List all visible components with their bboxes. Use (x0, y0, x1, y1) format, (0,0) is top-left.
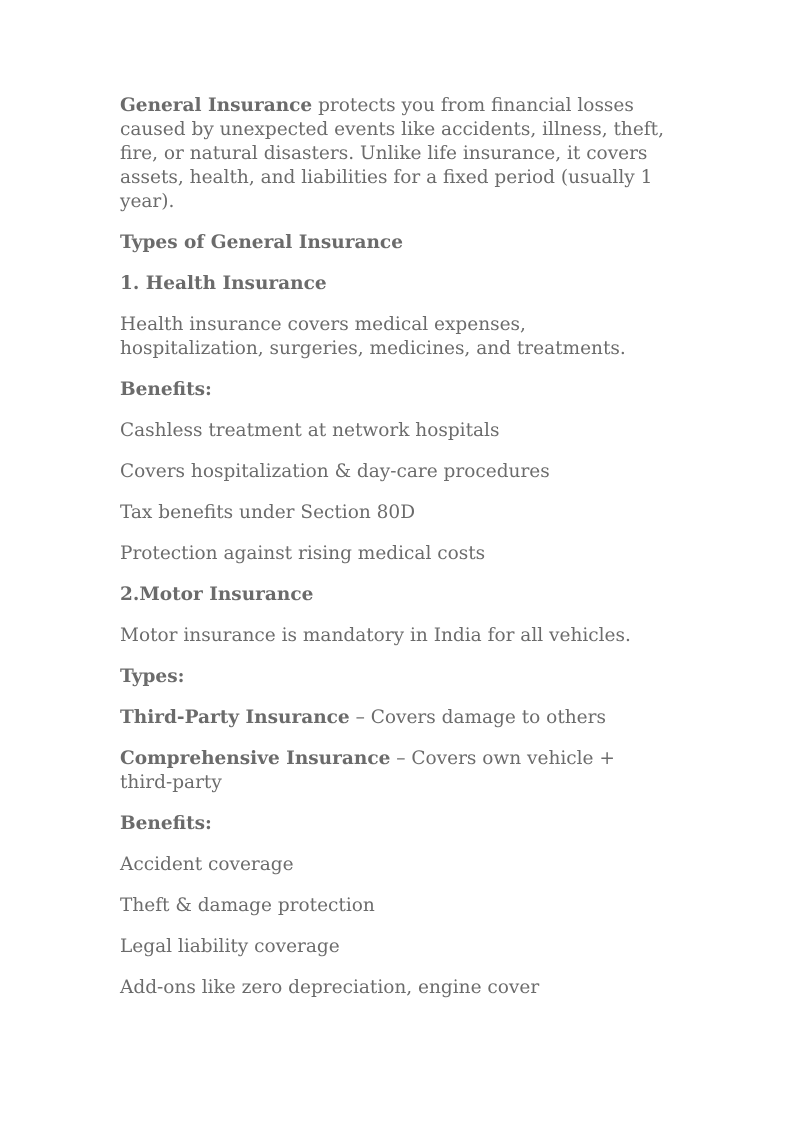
health-benefit-item: Tax benefits under Section 80D (120, 502, 416, 523)
motor-benefits-label: Benefits: (120, 813, 212, 834)
health-description: Health insurance covers medical expenses, hospitalization, surgeries, medicines, and treatments. (120, 314, 626, 359)
types-heading: Types of General Insurance (120, 232, 403, 253)
motor-benefit-item: Legal liability coverage (120, 936, 340, 957)
motor-benefit-item: Accident coverage (120, 854, 294, 875)
motor-heading: 2.Motor Insurance (120, 584, 314, 605)
motor-benefit-item: Add-ons like zero depreciation, engine cover (120, 977, 540, 998)
motor-description: Motor insurance is mandatory in India for all vehicles. (120, 625, 631, 646)
intro-lead-bold: General Insurance (120, 95, 313, 116)
motor-type-item (120, 747, 668, 795)
health-benefits-label: Benefits: (120, 379, 212, 400)
motor-type-name: Comprehensive Insurance (120, 748, 391, 769)
health-benefit-item: Covers hospitalization & day-care procedures (120, 461, 550, 482)
motor-type-detail: – Covers own vehicle + third-party (120, 748, 615, 793)
health-benefit-item: Protection against rising medical costs (120, 543, 486, 564)
motor-type-item (120, 706, 668, 730)
document-body (120, 94, 668, 1017)
intro-text: protects you from financial losses caused by unexpected events like accidents, illness, theft, fire, or natural disasters. Unlike life insurance, it covers assets, health, and liabilities for a fixed period (usually 1 year). (120, 95, 664, 212)
motor-type-name: Third-Party Insurance (120, 707, 350, 728)
motor-type-detail: – Covers damage to others (349, 707, 606, 728)
motor-benefit-item: Theft & damage protection (120, 895, 375, 916)
intro-paragraph (120, 94, 668, 214)
health-heading: 1. Health Insurance (120, 273, 327, 294)
motor-types-label: Types: (120, 666, 185, 687)
health-benefit-item: Cashless treatment at network hospitals (120, 420, 500, 441)
